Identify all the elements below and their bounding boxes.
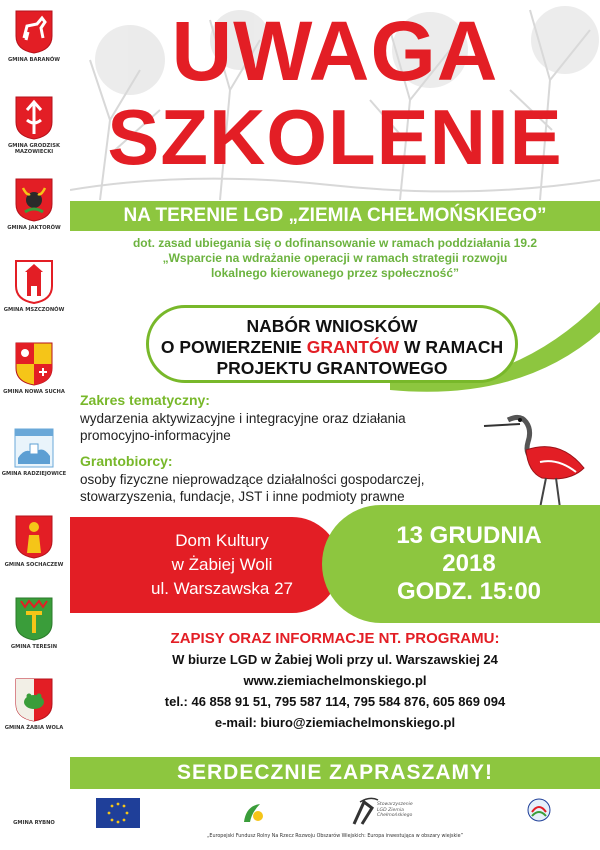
date-line: 2018 (442, 550, 496, 577)
quartered-crest-icon (15, 342, 53, 386)
zakres-text (80, 410, 406, 444)
date-line: 13 GRUDNIA (396, 522, 542, 549)
footer-eu-note: „Europejski Fundusz Rolny Na Rzecz Rozwoju Obszarów Wiejskich: Europa inwestująca w obszary wiejskie” (206, 834, 464, 839)
landscape-crest-icon (14, 428, 54, 468)
venue-line: Dom Kultury (175, 531, 269, 550)
horse-crest-icon (15, 10, 53, 54)
gmina-label: GMINA MSZCZONÓW (3, 307, 65, 313)
contact-website[interactable]: www.ziemiachelmonskiego.pl (243, 673, 427, 688)
gmina-label: GMINA JAKTORÓW (7, 225, 61, 231)
venue-line: w Żabiej Woli (171, 555, 273, 574)
gmina-zabia-wola (0, 678, 68, 731)
letter-t-crest-icon (15, 597, 53, 641)
municipality-sidebar (0, 0, 68, 850)
closing-banner: SERDECZNIE ZAPRASZAMY! (70, 757, 600, 789)
nabor-text: O POWIERZENIE (160, 337, 307, 357)
gmina-baranow (0, 10, 68, 63)
nabor-line: PROJEKTU GRANTOWEGO (216, 358, 448, 378)
grantobiorcy-text (80, 471, 424, 505)
bull-crest-icon (15, 178, 53, 222)
saint-crest-icon (15, 515, 53, 559)
contact-email[interactable]: e-mail: biuro@ziemiachelmonskiego.pl (214, 715, 456, 730)
subtitle (80, 236, 590, 281)
time-line: GODZ. 15:00 (396, 578, 542, 605)
subtitle-line: lokalnego kierowanego przez społeczność” (210, 266, 460, 280)
frog-crest-icon (15, 678, 53, 722)
gmina-radziejowice (0, 428, 68, 477)
venue-pill (70, 517, 340, 613)
lgd-banner: NA TERENIE LGD „ZIEMIA CHEŁMOŃSKIEGO” (70, 201, 600, 231)
subtitle-line: „Wsparcie na wdrażanie operacji w ramach strategii rozwoju (162, 251, 508, 265)
grantobiorcy-heading: Grantobiorcy: (80, 453, 173, 469)
contact-phones: tel.: 46 858 91 51, 795 587 114, 795 584 876, 605 869 094 (164, 694, 506, 709)
grantobiorcy-line: osoby fizyczne nieprowadzące działalności gospodarczej, (80, 472, 425, 487)
arrow-crest-icon (15, 96, 53, 140)
leader-logo-icon (238, 798, 268, 828)
zakres-line: promocyjno-informacyjne (80, 428, 231, 443)
gmina-label: GMINA ŻABIA WOLA (4, 725, 64, 731)
subtitle-line: dot. zasad ubiegania się o dofinansowanie w ramach poddziałania 19.2 (132, 236, 538, 250)
gmina-label: GMINA GRODZISK MAZOWIECKI (8, 143, 60, 155)
grantobiorcy-line: stowarzyszenia, fundacje, JST i inne podmioty prawne (80, 489, 405, 504)
prow-logo-icon (524, 796, 554, 828)
nabor-line (149, 337, 515, 358)
eu-flag-icon (96, 798, 140, 828)
lgd-logo-caption: Stowarzyszenie LGD Ziemia Chełmońskiego (377, 802, 413, 818)
zakres-heading: Zakres tematyczny: (80, 392, 210, 408)
nabor-line: NABÓR WNIOSKÓW (246, 316, 418, 336)
nabor-text: W RAMACH (399, 337, 504, 357)
contact-heading: ZAPISY ORAZ INFORMACJE NT. PROGRAMU: (170, 630, 500, 647)
gmina-label: GMINA BARANÓW (8, 57, 60, 63)
gmina-rybno (0, 817, 68, 826)
gmina-label: GMINA TERESIN (10, 644, 58, 650)
gmina-sochaczew (0, 515, 68, 568)
heron-illustration (480, 398, 590, 510)
gmina-label: GMINA NOWA SUCHA (3, 389, 65, 395)
title-szkolenie: SZKOLENIE (107, 93, 563, 181)
gmina-label: GMINA RADZIEJOWICE (1, 471, 67, 477)
contact-office: W biurze LGD w Żabiej Woli przy ul. Warszawskiej 24 (172, 652, 498, 667)
nabor-box (146, 305, 518, 383)
date-pill (322, 505, 600, 623)
gmina-grodzisk (0, 96, 68, 155)
gmina-nowa-sucha (0, 342, 68, 395)
gmina-label: GMINA SOCHACZEW (4, 562, 64, 568)
gmina-label: GMINA RYBNO (13, 820, 55, 826)
tower-crest-icon (15, 260, 53, 304)
gmina-mszczonow (0, 260, 68, 313)
gmina-jaktorow (0, 178, 68, 231)
gmina-teresin (0, 597, 68, 650)
title-uwaga: UWAGA (171, 4, 499, 98)
nabor-highlight: GRANTÓW (306, 337, 400, 357)
venue-line: ul. Warszawska 27 (150, 579, 294, 598)
zakres-line: wydarzenia aktywizacyjne i integracyjne oraz działania (80, 411, 406, 426)
